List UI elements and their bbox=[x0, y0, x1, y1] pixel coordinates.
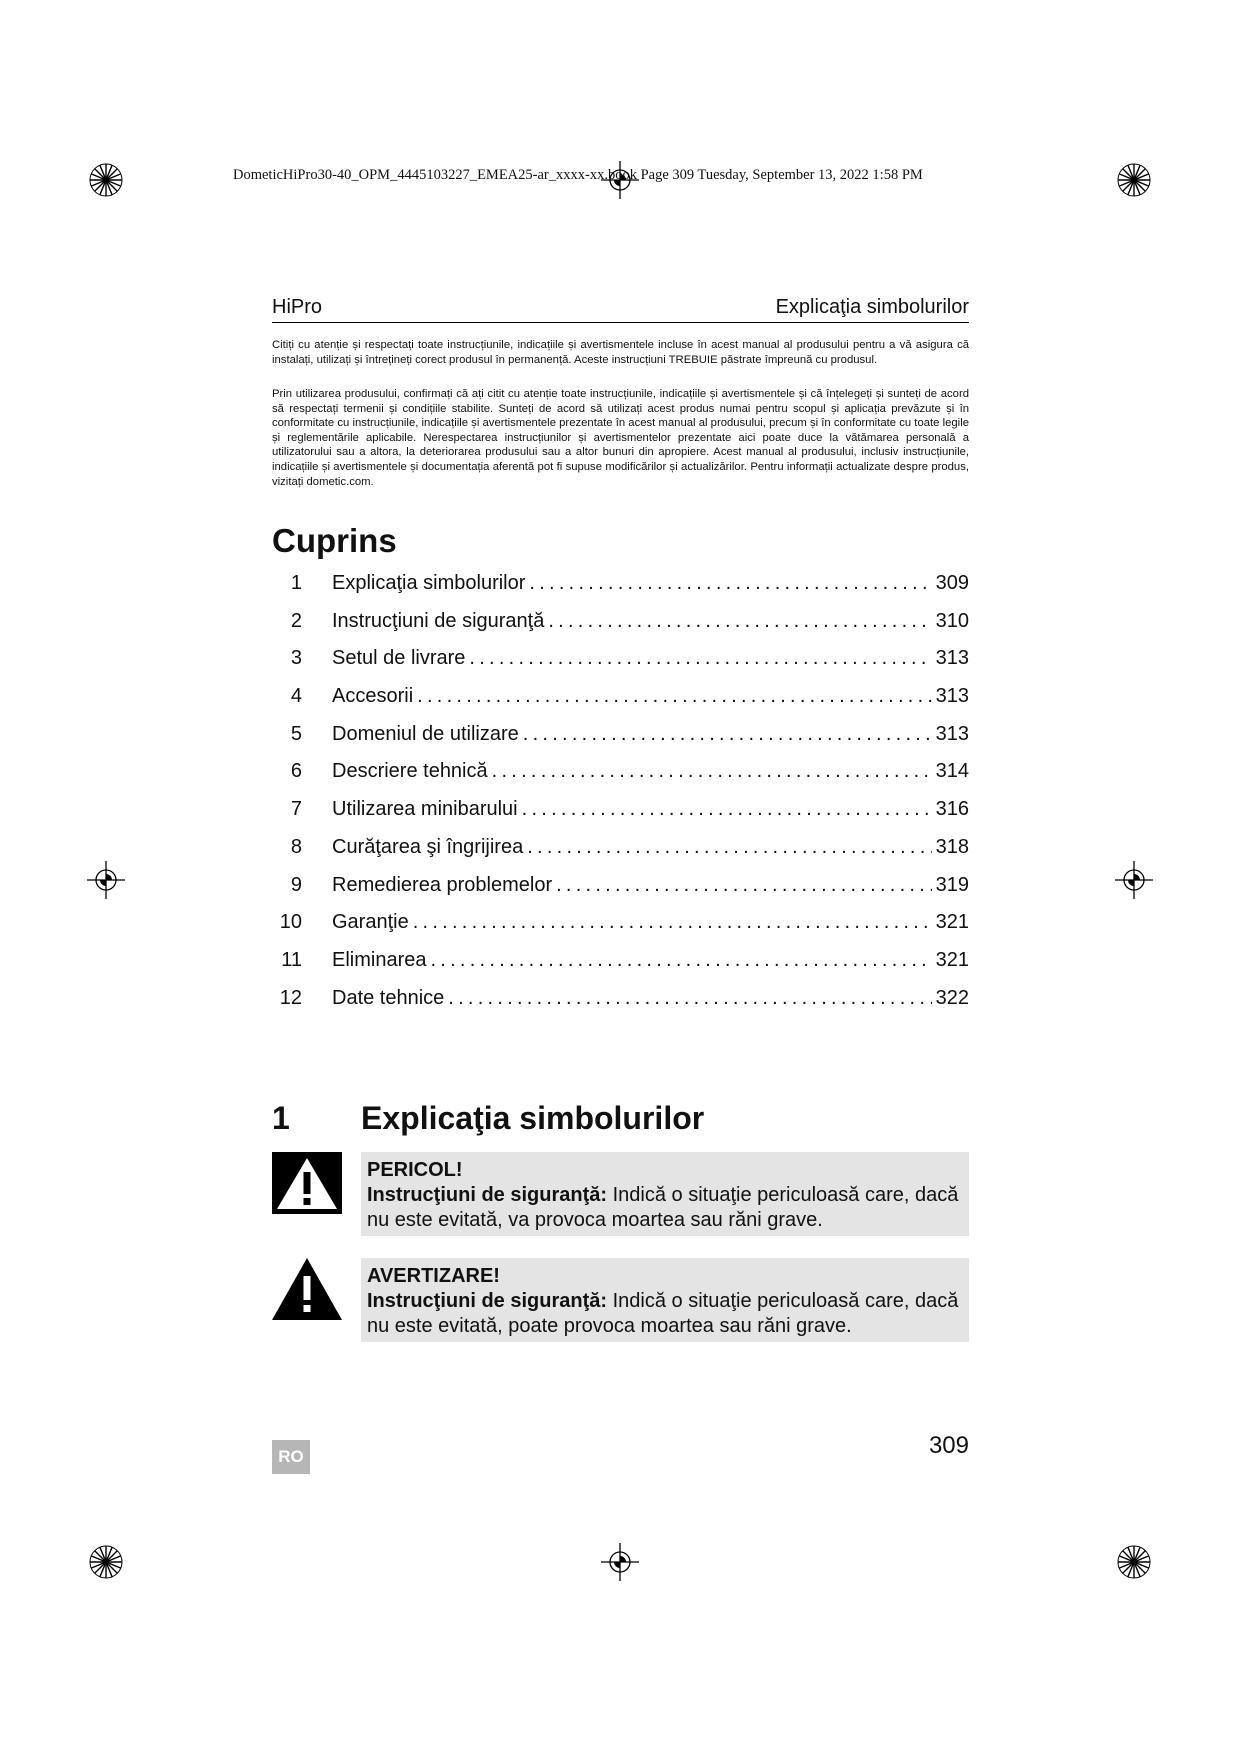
toc-label: Eliminarea bbox=[332, 948, 427, 971]
toc-row[interactable] bbox=[272, 836, 969, 874]
toc-leader bbox=[417, 685, 931, 708]
toc-leader bbox=[522, 798, 932, 821]
print-header: DometicHiPro30-40_OPM_4445103227_EMEA25-ar_xxxx-xx.book Page 309 Tuesday, September 13, 2022 1:58 PM bbox=[233, 167, 923, 183]
danger-notice bbox=[361, 1152, 969, 1236]
toc-title: Cuprins bbox=[272, 522, 397, 559]
toc-page: 316 bbox=[935, 798, 969, 821]
toc-row[interactable] bbox=[272, 723, 969, 761]
toc-label: Remedierea problemelor bbox=[332, 873, 553, 896]
crosshair-mark-bottom-center bbox=[601, 1543, 639, 1581]
page-number: 309 bbox=[928, 1432, 969, 1459]
toc-page: 321 bbox=[935, 911, 969, 934]
running-header-left: HiPro bbox=[272, 296, 323, 318]
table-of-contents bbox=[272, 572, 969, 1024]
warning-text: Indică o situaţie periculoasă care, dacă nu este evitată, poate provoca moartea sau răni grave. bbox=[367, 1290, 959, 1337]
toc-row[interactable] bbox=[272, 911, 969, 949]
toc-label: Setul de livrare bbox=[332, 647, 466, 670]
toc-page: 309 bbox=[935, 572, 969, 594]
section-title: Explicaţia simbolurilor bbox=[361, 1100, 705, 1136]
toc-label: Instrucţiuni de siguranţă bbox=[332, 609, 545, 632]
toc-row[interactable] bbox=[272, 874, 969, 912]
toc-leader bbox=[430, 949, 931, 972]
toc-number: 1 bbox=[290, 572, 302, 594]
toc-row[interactable] bbox=[272, 949, 969, 987]
toc-row[interactable] bbox=[272, 760, 969, 798]
toc-page: 313 bbox=[935, 685, 969, 708]
toc-leader bbox=[448, 987, 931, 1010]
registration-mark-bottom-right bbox=[1117, 1545, 1151, 1579]
toc-page: 322 bbox=[935, 986, 969, 1009]
toc-page: 318 bbox=[935, 835, 969, 858]
danger-icon bbox=[272, 1152, 342, 1214]
toc-leader bbox=[556, 874, 932, 897]
registration-mark-bottom-left bbox=[89, 1545, 123, 1579]
toc-leader bbox=[492, 760, 932, 783]
toc-number: 6 bbox=[290, 760, 302, 783]
toc-page: 313 bbox=[935, 722, 969, 745]
toc-number: 8 bbox=[290, 835, 302, 858]
toc-number: 11 bbox=[281, 948, 302, 971]
toc-row[interactable] bbox=[272, 647, 969, 685]
toc-label: Curăţarea şi îngrijirea bbox=[332, 835, 524, 858]
warning-notice bbox=[361, 1258, 969, 1342]
toc-number: 12 bbox=[279, 986, 302, 1009]
toc-label: Explicaţia simbolurilor bbox=[332, 572, 526, 594]
toc-number: 3 bbox=[290, 647, 302, 670]
header-rule bbox=[272, 322, 969, 323]
danger-text: Indică o situaţie periculoasă care, dacă nu este evitată, va provoca moartea sau răni grave. bbox=[367, 1184, 959, 1231]
toc-label: Utilizarea minibarului bbox=[332, 798, 518, 821]
toc-label: Accesorii bbox=[332, 685, 414, 708]
toc-number: 9 bbox=[290, 873, 302, 896]
toc-number: 5 bbox=[290, 722, 302, 745]
warning-label: AVERTIZARE! bbox=[367, 1265, 500, 1287]
toc-leader bbox=[523, 723, 932, 746]
toc-number: 10 bbox=[279, 911, 302, 934]
warning-icon bbox=[272, 1258, 342, 1320]
toc-row[interactable] bbox=[272, 987, 969, 1025]
warning-lead: Instrucţiuni de siguranţă: bbox=[367, 1290, 608, 1312]
toc-leader bbox=[469, 647, 931, 670]
running-header-right: Explicaţia simbolurilor bbox=[775, 296, 969, 318]
intro-paragraph-1: Citiți cu atenție și respectați toate instrucțiunile, indicațiile și avertismentele incluse în acest manual al produsului pentru a vă asigura că instalați, utilizați și întrețineți corect produsul în permanență. Aceste instrucțiuni TREBUIE păstrate împreună cu produsul. bbox=[272, 339, 969, 366]
toc-leader bbox=[548, 610, 931, 633]
toc-number: 7 bbox=[290, 798, 302, 821]
toc-leader bbox=[527, 836, 931, 859]
toc-page: 321 bbox=[935, 948, 969, 971]
registration-mark-top-right bbox=[1117, 163, 1151, 197]
toc-page: 313 bbox=[935, 647, 969, 670]
danger-label: PERICOL! bbox=[367, 1159, 463, 1181]
toc-row[interactable] bbox=[272, 610, 969, 648]
toc-row[interactable] bbox=[272, 685, 969, 723]
toc-label: Garanţie bbox=[332, 911, 409, 934]
toc-label: Date tehnice bbox=[332, 986, 445, 1009]
registration-mark-top-left bbox=[89, 163, 123, 197]
toc-number: 4 bbox=[290, 685, 302, 708]
toc-row[interactable] bbox=[272, 798, 969, 836]
toc-page: 314 bbox=[935, 760, 969, 783]
toc-page: 319 bbox=[935, 873, 969, 896]
toc-number: 2 bbox=[290, 609, 302, 632]
toc-page: 310 bbox=[935, 609, 969, 632]
toc-label: Descriere tehnică bbox=[332, 760, 488, 783]
toc-leader bbox=[529, 572, 931, 595]
language-badge: RO bbox=[272, 1440, 310, 1474]
crosshair-mark-left bbox=[87, 861, 125, 899]
crosshair-mark-right bbox=[1115, 861, 1153, 899]
intro-paragraph-2: Prin utilizarea produsului, confirmați că ați citit cu atenție toate instrucțiunile, indicațiile și avertismentele și că înțelegeți și sunteți de acord să respectați termenii și condițiile stabilite. Sunteți de acord să utilizați acest produs numai pentru scopul și aplicația prevăzute și în conformitate cu instrucțiunile, indicațiile și avertismentele prezentate în acest manual al produsului, precum și în conformitate cu toate legile și reglementările aplicabile. Nerespectarea instrucțiunilor și avertismentelor prezentate aici poate duce la vătămarea personală a utilizatorului sau a altora, la deteriorarea produsului sau a altor bunuri din apropiere. Acest manual al produsului, inclusiv instrucțiunile, indicațiile și avertismentele și documentația aferentă pot fi supuse modificărilor și actualizărilor. Pentru informații actualizate despre produs, vizitați dometic.com. bbox=[272, 388, 969, 488]
section-number: 1 bbox=[272, 1100, 290, 1136]
danger-lead: Instrucţiuni de siguranţă: bbox=[367, 1184, 608, 1206]
toc-row[interactable] bbox=[272, 572, 969, 610]
toc-leader bbox=[413, 911, 932, 934]
toc-label: Domeniul de utilizare bbox=[332, 722, 519, 745]
